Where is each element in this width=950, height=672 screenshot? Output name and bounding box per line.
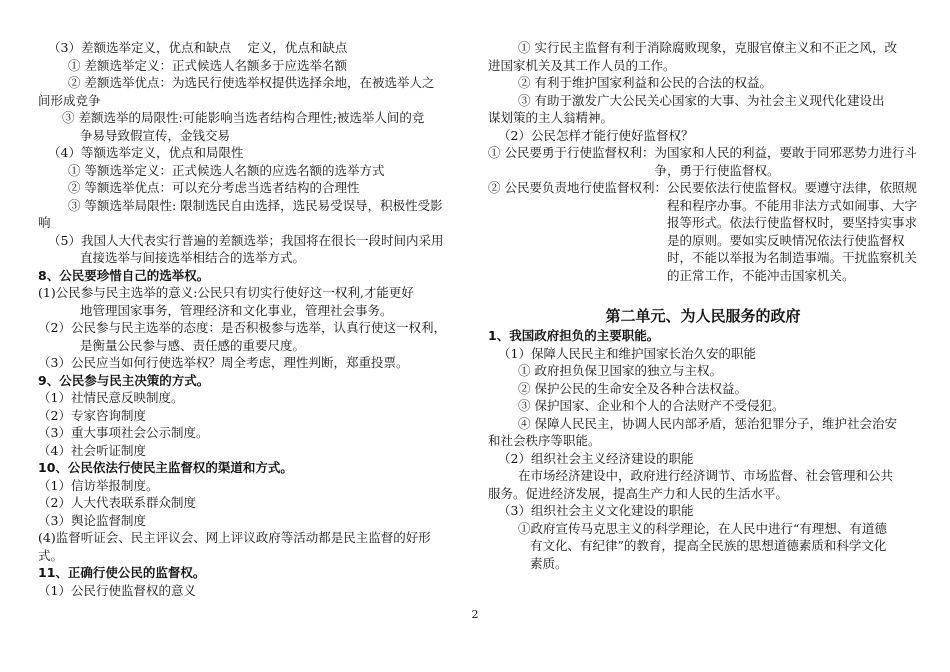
paragraph-label: ① 公民要勇于行使监督权利： (488, 145, 655, 160)
text-line: 间形成竞争 (38, 92, 101, 108)
text-line: 是衡量公民参与感、责任感的重要尺度。 (80, 337, 306, 353)
text-line: ③ 差额选举的局限性:可能影响当选者结构合理性;被选举人间的竞 (62, 110, 425, 125)
text-line: ③ 等额选举局限性: 限制选民自由选择，选民易受误导，积极性受影 (68, 197, 443, 213)
hanging-paragraph (488, 179, 918, 284)
section-heading: 10、公民依法行使民主监督权的渠道和方式。 (38, 460, 293, 475)
text-line: 和社会秩序等职能。 (488, 433, 601, 448)
text-line: 谋划策的主人翁精神。 (488, 110, 614, 125)
text-line: （3）差额选举定义，优点和缺点 定义，优点和缺点 (48, 40, 348, 55)
text-line: （2）人大代表联系群众制度 (38, 495, 196, 510)
text-line: 有文化、有纪律”的教育，提高全民族的思想道德素质和科学文化 (530, 538, 887, 553)
text-line: (4)监督听证会、民主评议会、网上评议政府等活动都是民主监督的好形 (38, 530, 431, 545)
text-line: 在市场经济建设中，政府进行经济调节、市场监督、社会管理和公共 (518, 468, 894, 483)
paragraph-text: 公民要依法行使监督权。要遵守法律，依照规程和程序办事。不能用非法方式如闹事、大字报等形式。依法行使监督权时，要坚持实事求是的原则。要如实反映情况依法行使监督权时，不能以举报为名制造事端。干扰监察机关的正常工作，不能冲击国家机关。 (666, 180, 917, 283)
text-line: （4）社会听证制度 (38, 442, 146, 458)
text-line: （3）重大事项社会公示制度。 (38, 425, 209, 440)
text-line: 争易导致假宣传，金钱交易 (80, 127, 231, 143)
text-line: 素质。 (530, 555, 568, 571)
text-line: 式。 (38, 547, 64, 563)
section-heading: 8、公民要珍惜自己的选举权。 (38, 267, 210, 283)
section-heading: 1、我国政府担负的主要职能。 (488, 328, 660, 343)
text-line: ① 政府担负保卫国家的独立与主权。 (518, 363, 722, 378)
paragraph-text: 为国家和人民的利益，要敢于同邪恶势力进行斗争，勇于行使监督权。 (654, 145, 917, 178)
hanging-paragraph (488, 144, 918, 179)
text-line: ① 实行民主监督有利于消除腐败现象，克服官僚主义和不正之风，改 (518, 40, 897, 55)
text-line: （2）专家咨询制度 (38, 407, 146, 423)
paragraph-label: ② 公民要负责地行使监督权利： (488, 180, 667, 195)
text-line: （3）组织社会主义文化建设的职能 (498, 503, 694, 518)
text-line: ② 有利于维护国家利益和公民的合法的权益。 (518, 75, 772, 90)
text-line: ② 差额选举优点：为选民行使选举权提供选择余地，在被选举人之 (68, 75, 435, 90)
text-line: （2）公民怎样才能行使好监督权？ (498, 127, 694, 143)
text-line: （1）信访举报制度。 (38, 477, 159, 493)
left-column (38, 39, 470, 599)
text-line: 直接选举与间接选举相结合的选举方式。 (80, 250, 306, 265)
text-line: （1）公民行使监督权的意义 (38, 582, 196, 598)
page-number: 2 (471, 608, 479, 621)
text-line: （2）组织社会主义经济建设的职能 (498, 450, 694, 466)
section-heading: 11、正确行使公民的监督权。 (38, 565, 206, 580)
text-line: ③ 有助于激发广大公民关心国家的大事、为社会主义现代化建设出 (518, 92, 885, 108)
text-line: （3）公民应当如何行使选举权？周全考虑，理性判断，郑重投票。 (38, 355, 409, 370)
text-line: （3）舆论监督制度 (38, 512, 146, 528)
text-line: （1）保障人民民主和维护国家长治久安的职能 (498, 345, 756, 361)
text-line: 服务。促进经济发展，提高生产力和人民的生活水平。 (488, 485, 789, 501)
text-line: (1)公民参与民主选举的意义:公民只有切实行使好这一权利,才能更好 (38, 285, 414, 300)
text-line: 进国家机关及其工作人员的工作。 (488, 57, 676, 73)
text-line: ③ 保护国家、企业和个人的合法财产不受侵犯。 (518, 398, 785, 413)
text-line: （4）等额选举定义，优点和局限性 (48, 145, 244, 160)
text-line: ② 保护公民的生命安全及各种合法权益。 (518, 380, 747, 396)
text-line: （5）我国人大代表实行普遍的差额选举；我国将在很长一段时间内采用 (48, 232, 444, 248)
text-line: 响 (38, 215, 51, 230)
text-line: （1）社情民意反映制度。 (38, 390, 184, 405)
text-line: 地管理国家事务，管理经济和文化事业，管理社会事务。 (80, 302, 393, 318)
text-line: ①政府宣传马克思主义的科学理论，在人民中进行“有理想、有道德 (518, 520, 887, 536)
text-line: ① 等额选举定义：正式候选人名额的应选名额的选举方式 (68, 162, 385, 178)
text-line: ④ 保障人民民主，协调人民内部矛盾，惩治犯罪分子，维护社会治安 (518, 415, 897, 431)
spacer (488, 284, 918, 304)
section-heading: 9、公民参与民主决策的方式。 (38, 372, 210, 388)
right-column (488, 39, 918, 572)
unit-title: 第二单元、为人民服务的政府 (605, 307, 801, 325)
text-line: ② 等额选举优点：可以充分考虑当选者结构的合理性 (68, 180, 360, 195)
text-line: ① 差额选举定义：正式候选人名额多于应选举名额 (68, 57, 347, 73)
text-line: （2）公民参与民主选举的态度：是否积极参与选举，认真行使这一权利， (38, 320, 446, 335)
